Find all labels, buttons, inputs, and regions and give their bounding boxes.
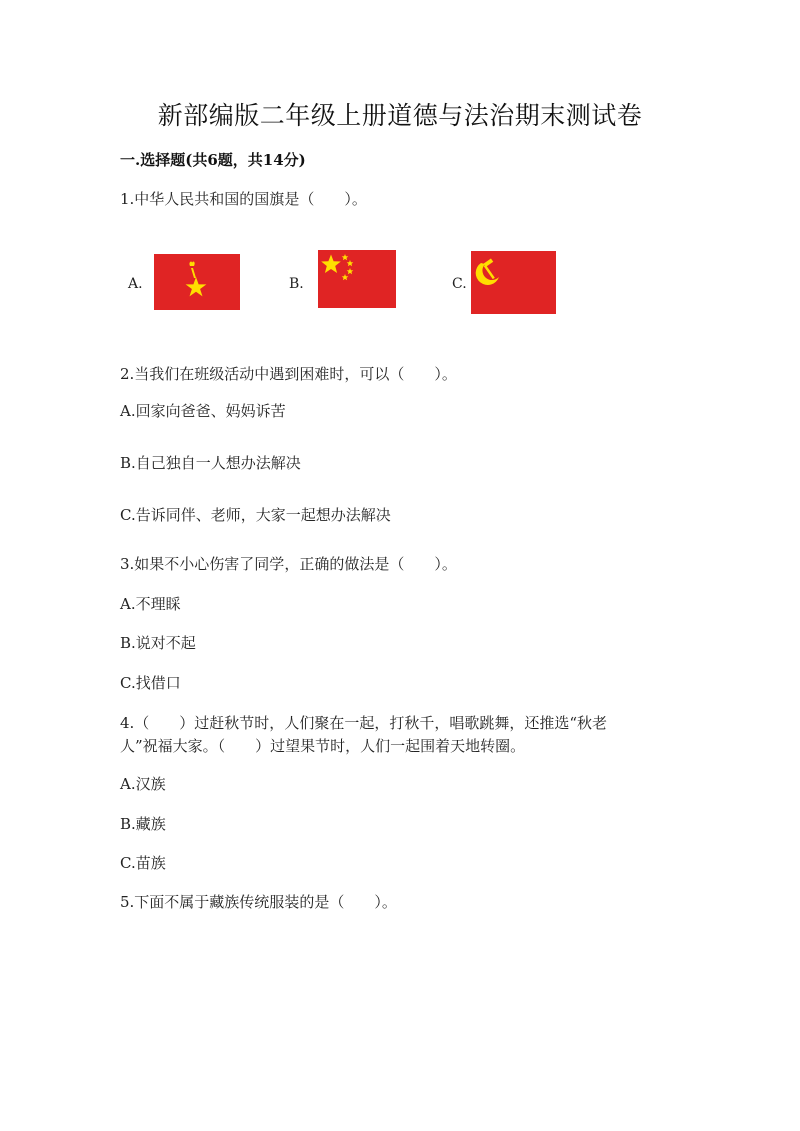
q3-option-c: C.找借口 (120, 674, 181, 692)
q4-option-c: C.苗族 (120, 854, 166, 872)
question-3-stem: 3.如果不小心伤害了同学，正确的做法是（ ）。 (120, 555, 457, 573)
question-5-stem: 5.下面不属于藏族传统服装的是（ ）。 (120, 893, 397, 911)
question-4-stem-line-2: 人”祝福大家。（ ）过望果节时，人们一起围着天地转圈。 (120, 737, 526, 755)
q2-option-a: A.回家向爸爸、妈妈诉苦 (120, 402, 286, 420)
young-pioneers-flag-icon (154, 254, 240, 310)
q2-option-b: B.自己独自一人想办法解决 (120, 454, 301, 472)
q1-option-b-label: B. (289, 276, 304, 292)
q2-option-c: C.告诉同伴、老师，大家一起想办法解决 (120, 506, 391, 524)
q3-option-b: B.说对不起 (120, 634, 196, 652)
question-1-stem: 1.中华人民共和国的国旗是（ ）。 (120, 190, 367, 208)
section-heading: 一.选择题(共6题，共14分) (120, 151, 306, 169)
q4-option-b: B.藏族 (120, 815, 166, 833)
question-4-stem-line-1: 4.（ ）过赶秋节时，人们聚在一起，打秋千，唱歌跳舞，还推选“秋老 (120, 714, 607, 732)
page-title: 新部编版二年级上册道德与法治期末测试卷 (157, 101, 643, 130)
q1-option-a-label: A. (128, 276, 143, 292)
q1-option-c-label: C. (452, 276, 467, 292)
five-star-red-flag-icon (318, 250, 396, 308)
q4-option-a: A.汉族 (120, 775, 166, 793)
party-flag-icon (471, 251, 556, 314)
q3-option-a: A.不理睬 (120, 595, 181, 613)
question-2-stem: 2.当我们在班级活动中遇到困难时，可以（ ）。 (120, 365, 457, 383)
